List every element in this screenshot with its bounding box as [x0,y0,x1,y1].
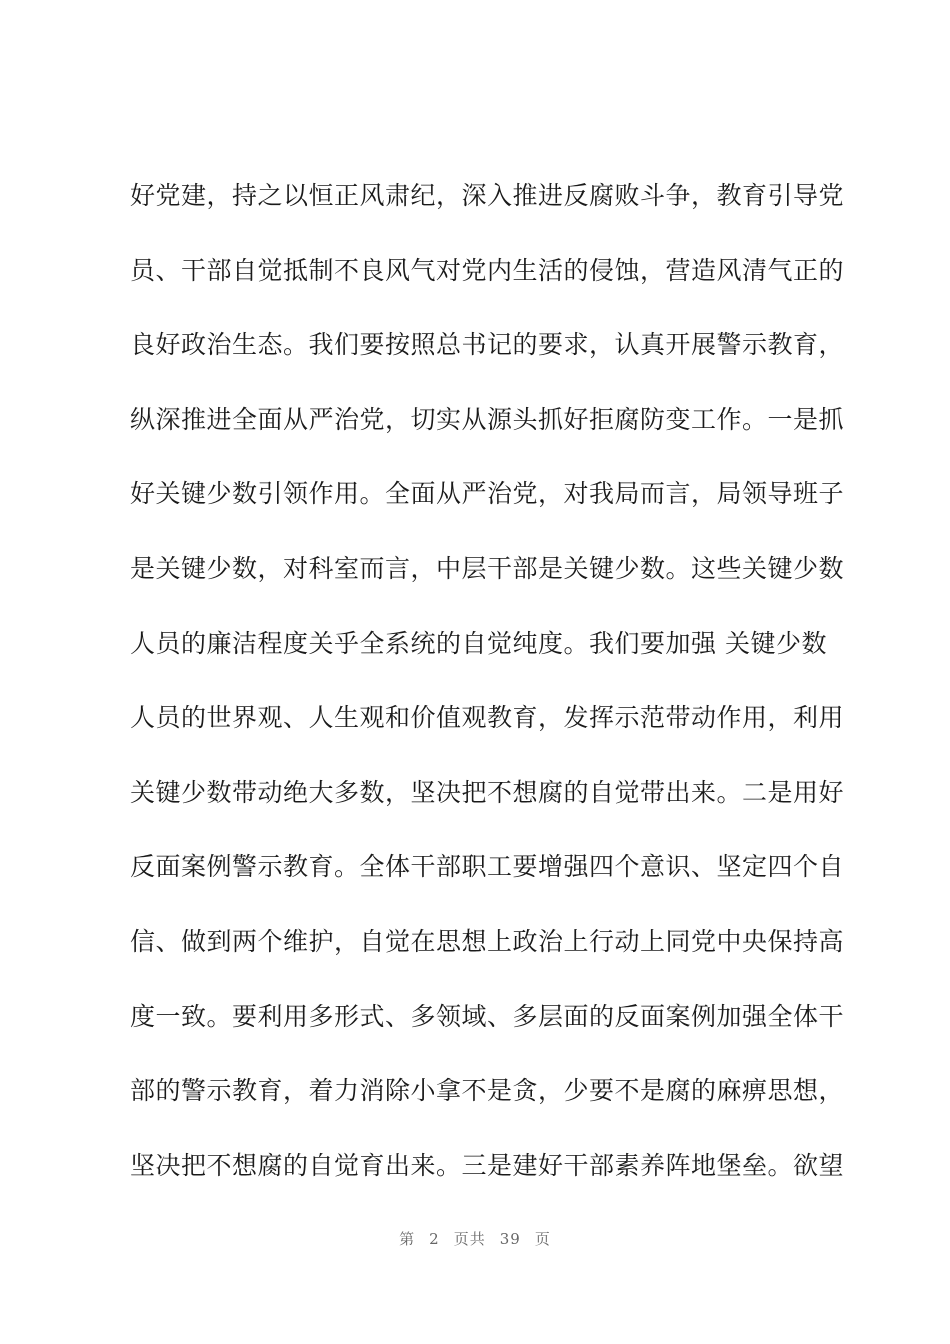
page-footer [0,1228,950,1249]
text-line-10: 反面案例警示教育。全体干部职工要增强四个意识、坚定四个自 [130,852,845,882]
text-line-11: 信、做到两个维护，自觉在思想上政治上行动上同党中央保持高 [130,926,845,956]
total-pages: 39 [499,1230,521,1248]
footer-prefix: 第 [399,1230,416,1248]
text-line-5: 好关键少数引领作用。全面从严治党，对我局而言，局领导班子 [130,479,845,509]
text-line-8: 人员的世界观、人生观和价值观教育，发挥示范带动作用，利用 [130,703,845,733]
footer-suffix: 页 [534,1230,551,1248]
text-line-13: 部的警示教育，着力消除小拿不是贪，少要不是腐的麻痹思想， [130,1076,845,1106]
text-line-6: 是关键少数，对科室而言，中层干部是关键少数。这些关键少数 [130,553,845,583]
text-line-9: 关键少数带动绝大多数，坚决把不想腐的自觉带出来。二是用好 [130,777,845,807]
footer-mid: 页共 [453,1230,486,1248]
current-page-number: 2 [429,1230,440,1248]
text-line-2: 员、干部自觉抵制不良风气对党内生活的侵蚀，营造风清气正的 [130,255,845,285]
text-line-7: 人员的廉洁程度关乎全系统的自觉纯度。我们要加强 关键少数 [130,628,827,658]
text-line-12: 度一致。要利用多形式、多领域、多层面的反面案例加强全体干 [130,1001,845,1031]
text-line-14: 坚决把不想腐的自觉育出来。三是建好干部素养阵地堡垒。欲望 [130,1150,845,1180]
text-line-1: 好党建，持之以恒正风肃纪，深入推进反腐败斗争，教育引导党 [130,181,845,210]
text-line-4: 纵深推进全面从严治党，切实从源头抓好拒腐防变工作。一是抓 [130,404,845,434]
body-text [130,174,845,1218]
text-line-3: 良好政治生态。我们要按照总书记的要求，认真开展警示教育， [130,330,845,360]
